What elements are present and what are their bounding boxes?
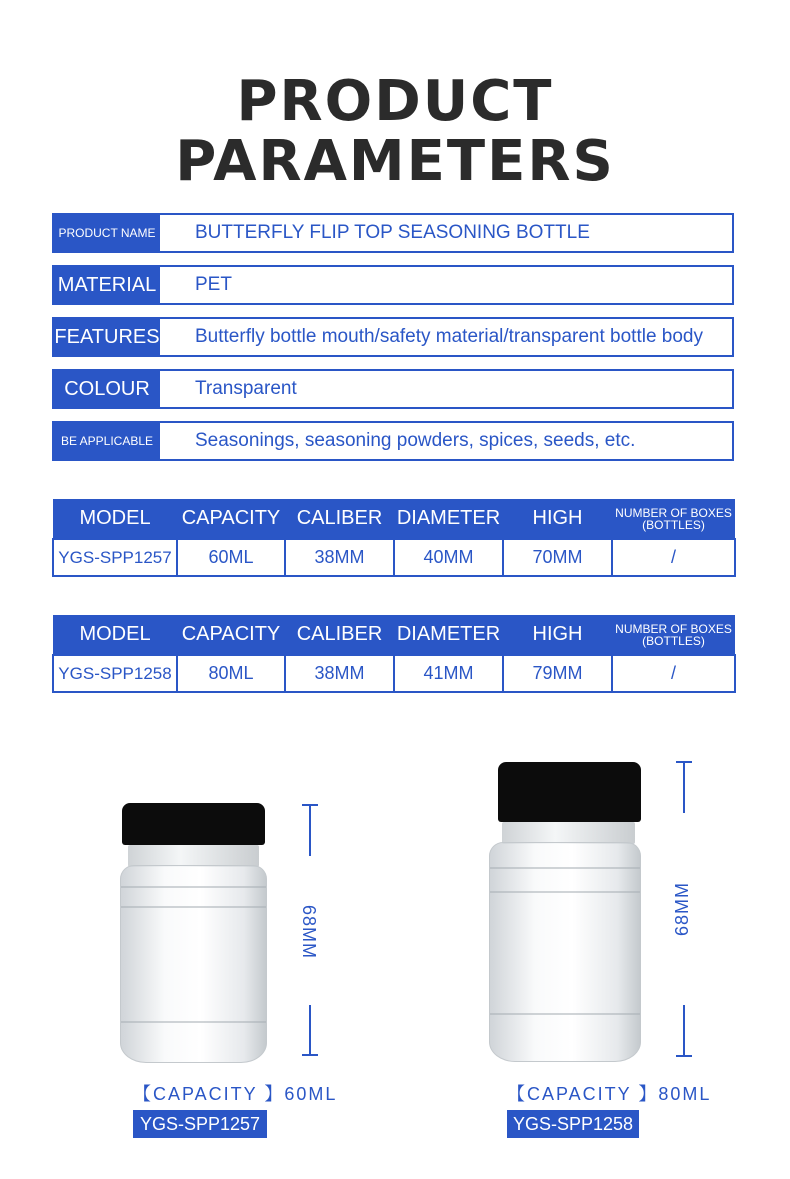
cell-boxes: /	[612, 539, 735, 576]
col-header-capacity: CAPACITY	[177, 615, 285, 655]
cell-high: 70MM	[503, 539, 612, 576]
param-row-colour	[52, 369, 734, 409]
spec-table-2	[52, 615, 736, 693]
bottle-image-80ml	[486, 762, 646, 1067]
param-row-product-name	[52, 213, 734, 253]
dimension-tick-bottom	[302, 1054, 318, 1056]
col-header-diameter: DIAMETER	[394, 615, 503, 655]
param-row-applicable	[52, 421, 734, 461]
col-header-high: HIGH	[503, 499, 612, 539]
param-value: Butterfly bottle mouth/safety material/transparent bottle body	[195, 326, 703, 347]
table-header-row	[53, 499, 735, 539]
param-label: MATERIAL	[54, 267, 160, 303]
cell-model: YGS-SPP1257	[53, 539, 177, 576]
col-header-boxes-line1: NUMBER OF BOXES	[615, 505, 732, 520]
cell-diameter: 40MM	[394, 539, 503, 576]
cell-model: YGS-SPP1258	[53, 655, 177, 692]
page-title-line2: PARAMETERS	[175, 129, 615, 194]
cell-diameter: 41MM	[394, 655, 503, 692]
col-header-boxes	[612, 615, 735, 655]
col-header-capacity: CAPACITY	[177, 499, 285, 539]
param-label: COLOUR	[54, 371, 160, 407]
cell-caliber: 38MM	[285, 539, 394, 576]
cell-high: 79MM	[503, 655, 612, 692]
col-header-model: MODEL	[53, 615, 177, 655]
col-header-caliber: CALIBER	[285, 615, 394, 655]
dimension-label: 68MM	[672, 882, 692, 937]
col-header-diameter: DIAMETER	[394, 499, 503, 539]
col-header-high: HIGH	[503, 615, 612, 655]
param-label: PRODUCT NAME	[54, 215, 160, 251]
param-label: FEATURES	[54, 319, 160, 355]
cell-caliber: 38MM	[285, 655, 394, 692]
dimension-line	[309, 1005, 311, 1055]
col-header-boxes-line2: (BOTTLES)	[642, 517, 705, 532]
col-header-boxes-line1: NUMBER OF BOXES	[615, 621, 732, 636]
dimension-line	[683, 1005, 685, 1057]
dimension-line	[683, 761, 685, 813]
cell-capacity: 80ML	[177, 655, 285, 692]
param-value: Transparent	[195, 378, 297, 399]
dimension-tick-bottom	[676, 1055, 692, 1057]
spec-table-1	[52, 499, 736, 577]
dimension-label: 68MM	[299, 905, 319, 960]
col-header-boxes	[612, 499, 735, 539]
cell-boxes: /	[612, 655, 735, 692]
param-value: Seasonings, seasoning powders, spices, seeds, etc.	[195, 430, 636, 451]
table-row	[53, 655, 735, 692]
param-value: BUTTERFLY FLIP TOP SEASONING BOTTLE	[195, 222, 590, 243]
page-title-line1: PRODUCT	[236, 69, 554, 134]
cell-capacity: 60ML	[177, 539, 285, 576]
col-header-caliber: CALIBER	[285, 499, 394, 539]
capacity-label: 【CAPACITY 】80ML	[507, 1084, 712, 1104]
param-row-material	[52, 265, 734, 305]
table-row	[53, 539, 735, 576]
dimension-line	[309, 804, 311, 856]
param-value: PET	[195, 274, 232, 295]
table-header-row	[53, 615, 735, 655]
model-tag: YGS-SPP1257	[133, 1110, 267, 1138]
capacity-label: 【CAPACITY 】60ML	[133, 1084, 338, 1104]
param-row-features	[52, 317, 734, 357]
param-label: BE APPLICABLE	[54, 423, 160, 459]
col-header-model: MODEL	[53, 499, 177, 539]
col-header-boxes-line2: (BOTTLES)	[642, 633, 705, 648]
model-tag: YGS-SPP1258	[507, 1110, 639, 1138]
bottle-image-60ml	[118, 803, 278, 1068]
